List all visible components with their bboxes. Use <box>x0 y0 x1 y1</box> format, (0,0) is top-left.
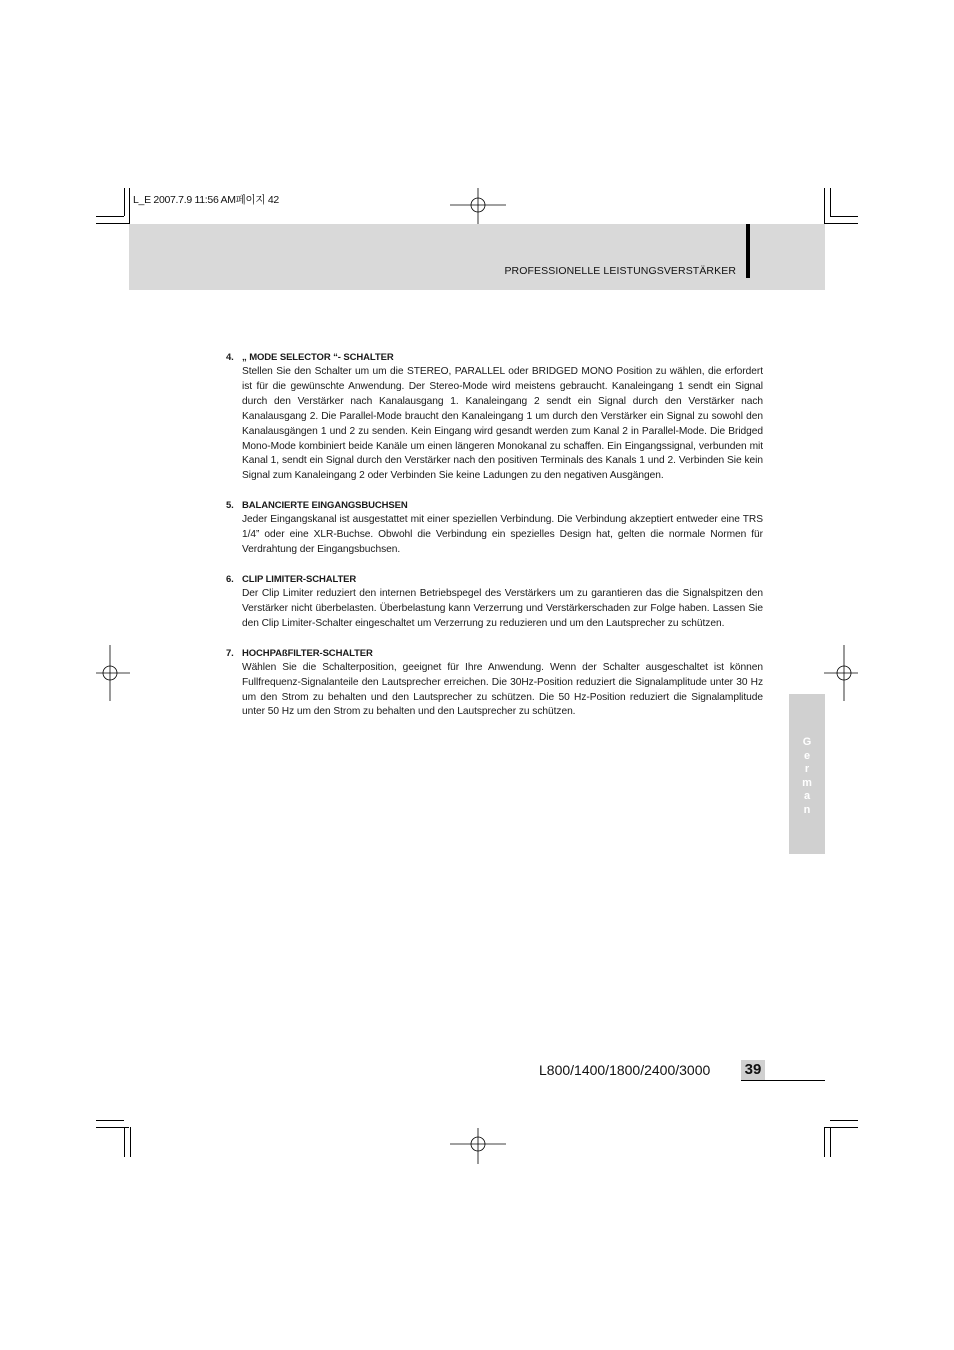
section-text: Wählen Sie die Schalterposition, geeignet für Ihre Anwendung. Wenn der Schalter ausgeschaltet ist können Fullfrequenz-Signalanteile den Lautsprecher erreichen. Die 30Hz-Position reduziert die Signalamplitude unter 30 Hz um den Strom zu behalten und den Lautsprecher zu schützen. Die 50 Hz-Position reduziert die Signalamplitude unter 50 Hz um den Strom zu behalten und den Lautsprecher zu schützen. <box>242 661 763 718</box>
section-heading <box>226 351 763 365</box>
language-letter: r <box>804 763 810 775</box>
crop-mark-line <box>130 1127 131 1157</box>
crop-mark-line <box>830 216 858 217</box>
section-text: Jeder Eingangskanal ist ausgestattet mit einer speziellen Verbindung. Die Verbindung akzeptiert entweder eine TRS 1/4” oder eine XLR-Buchse. Obwohl die Verbindung ein spezielles Design hat, gelten die normale Normen für Verdrahtung der Eingangsbuchsen. <box>242 514 763 556</box>
section-heading <box>226 499 763 513</box>
section-clip-limiter <box>226 573 763 632</box>
section-heading <box>226 573 763 587</box>
header-band <box>129 224 825 290</box>
section-text: Stellen Sie den Schalter um um die STEREO, PARALLEL oder BRIDGED MONO Position zu wählen, die erfordert ist für die gewünschte Anwendung. Der Stereo-Mode wird meistens gebraucht. Kanaleingang 1 sendt ein Signal durch den Verstärker nach Kanalausgang 1. Kanaleingang 2 sendt ein Signal durch den Verstärker nach Kanalausgang 2. Die Parallel-Mode braucht den Kanaleingang 1 um durch den Verstärker ein Signal zu sowohl den Kanalausgängen 1 und 2 zu senden. Kein Eingang wird gesandt werden zum Kanal 2 in Parallel-Mode. Die Bridged Mono-Mode kombiniert beide Kanäle um einen längeren Monokanal zu schaffen. Ein Eingangssignal, verbunden mit Kanal 1, sendt ein Signal durch den Verstärker nach den positiven Terminals des Kanals 1 und 2. Verbinden Sie kein Signal zum Kanaleingang 2 oder Verbinden Sie keine Ladungen zu den negativen Ausgängen. <box>242 366 763 482</box>
crop-mark-line <box>96 216 124 217</box>
crop-mark-line <box>830 1120 858 1121</box>
section-number: 6. <box>226 573 234 585</box>
crop-mark-line <box>129 188 130 224</box>
section-mode-selector <box>226 351 763 484</box>
section-title: BALANCIERTE EINGANGSBUCHSEN <box>242 500 408 512</box>
language-letter: e <box>803 749 811 762</box>
footer-model-numbers: L800/1400/1800/2400/3000 <box>539 1062 711 1078</box>
section-title: HOCHPAßFILTER-SCHALTER <box>242 647 373 659</box>
section-number: 7. <box>226 647 234 659</box>
section-highpass-filter <box>226 647 763 721</box>
crop-mark-line <box>825 223 858 224</box>
crop-mark-line <box>824 1127 825 1157</box>
registration-mark-icon <box>96 645 130 701</box>
section-number: 5. <box>226 500 234 512</box>
language-letter: G <box>802 736 812 748</box>
section-balanced-inputs <box>226 499 763 558</box>
language-letter: a <box>803 790 811 802</box>
section-number: 4. <box>226 352 234 363</box>
header-title: PROFESSIONELLE LEISTUNGSVERSTÄRKER <box>504 265 736 277</box>
footer-rule <box>741 1080 825 1081</box>
language-letter: n <box>803 803 811 816</box>
crop-mark-line <box>124 1127 125 1157</box>
page-number: 39 <box>744 1061 762 1078</box>
language-tab <box>789 694 825 854</box>
crop-mark-line <box>830 1127 831 1157</box>
crop-mark-line <box>96 1120 124 1121</box>
crop-mark-line <box>830 188 831 216</box>
section-title: CLIP LIMITER-SCHALTER <box>242 573 357 585</box>
language-letter: m <box>802 776 812 789</box>
registration-mark-icon <box>450 1128 506 1164</box>
crop-mark-line <box>824 188 825 224</box>
header-accent-bar <box>746 224 750 278</box>
language-tab-label <box>789 736 825 817</box>
registration-mark-icon <box>450 188 506 224</box>
crop-mark-line <box>124 188 125 216</box>
section-text: Der Clip Limiter reduziert den internen Betriebspegel des Verstärkers um zu garantieren das die Signalspitzen den Verstärker nicht überbelasten. Überbelastung kann Verzerrung und Verstärkerschaden zur Folge haben. Lassen Sie den Clip Limiter-Schalter eingeschaltet um Verzerrung zu reduzieren und um den Lautsprecher zu schützen. <box>242 587 763 629</box>
section-heading <box>226 647 763 661</box>
main-content <box>226 351 763 735</box>
print-slug: L_E 2007.7.9 11:56 AM페이지 42 <box>133 194 279 206</box>
section-title: „ MODE SELECTOR “- SCHALTER <box>242 352 394 363</box>
crop-mark-line <box>96 223 129 224</box>
registration-mark-icon <box>824 645 858 701</box>
